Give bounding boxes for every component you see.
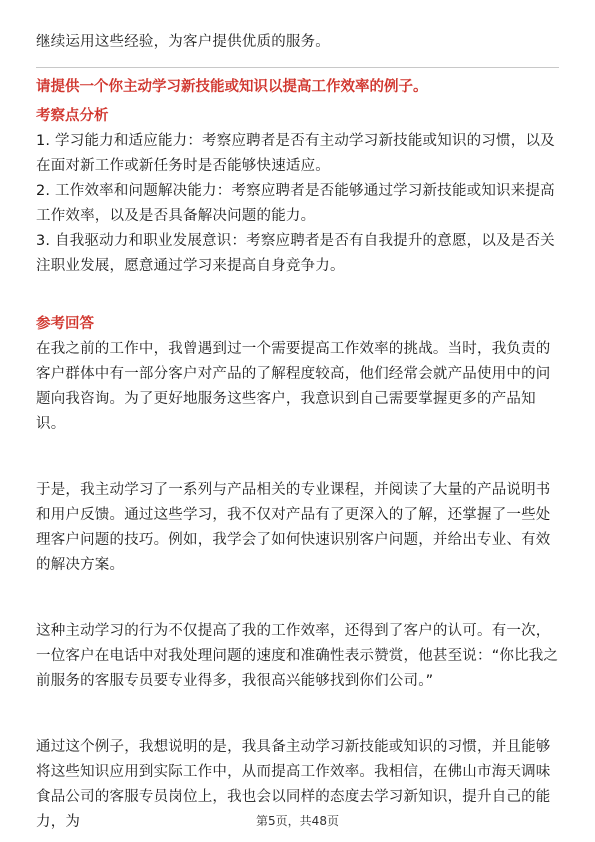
paragraph-gap (36, 578, 559, 619)
document-page (36, 0, 559, 842)
section-divider (36, 67, 559, 68)
answer-paragraph: 在我之前的工作中，我曾遇到过一个需要提高工作效率的挑战。当时，我负责的客户群体中有一部分客户对产品的了解程度较高，他们经常会就产品使用中的问题向我咨询。为了更好地服务这些客户，我意识到自己需要掌握更多的产品知识。 (36, 341, 551, 432)
intro-paragraph: 继续运用这些经验，为客户提供优质的服务。 (36, 34, 330, 50)
analysis-item: 1. 学习能力和适应能力：考察应聘者是否有主动学习新技能或知识的习惯，以及在面对新工作或新任务时是否能够快速适应。 (36, 133, 555, 174)
analysis-item: 3. 自我驱动力和职业发展意识：考察应聘者是否有自我提升的意愿，以及是否关注职业发展，愿意通过学习来提高自身竞争力。 (36, 233, 555, 274)
question-heading: 请提供一个你主动学习新技能或知识以提高工作效率的例子。 (36, 79, 428, 95)
answer-paragraph: 这种主动学习的行为不仅提高了我的工作效率，还得到了客户的认可。有一次，一位客户在电话中对我处理问题的速度和准确性表示赞赏，他甚至说：“你比我之前服务的客服专员要专业得多，我很高兴能够找到你们公司。” (36, 623, 559, 689)
page-number: 第5页，共48页 (256, 814, 339, 828)
answer-paragraph: 于是，我主动学习了一系列与产品相关的专业课程，并阅读了大量的产品说明书和用户反馈。通过这些学习，我不仅对产品有了更深入的了解，还掌握了一些处理客户问题的技巧。例如，我学会了如何快速识别客户问题，并给出专业、有效的解决方案。 (36, 482, 551, 573)
answer-paragraph: 通过这个例子，我想说明的是，我具备主动学习新技能或知识的习惯，并且能够将这些知识应用到实际工作中，从而提高工作效率。我相信，在佛山市海天调味食品公司的客服专员岗位上，我也会以同样的态度去学习新知识，提升自己的能力，为 (36, 739, 551, 830)
analysis-item: 2. 工作效率和问题解决能力：考察应聘者是否能够通过学习新技能或知识来提高工作效率，以及是否具备解决问题的能力。 (36, 183, 555, 224)
paragraph-gap (36, 694, 559, 735)
analysis-heading: 考察点分析 (36, 108, 109, 124)
analysis-section (36, 104, 559, 279)
answer-section (36, 312, 559, 835)
paragraph-gap (36, 437, 559, 478)
answer-heading: 参考回答 (36, 316, 94, 332)
